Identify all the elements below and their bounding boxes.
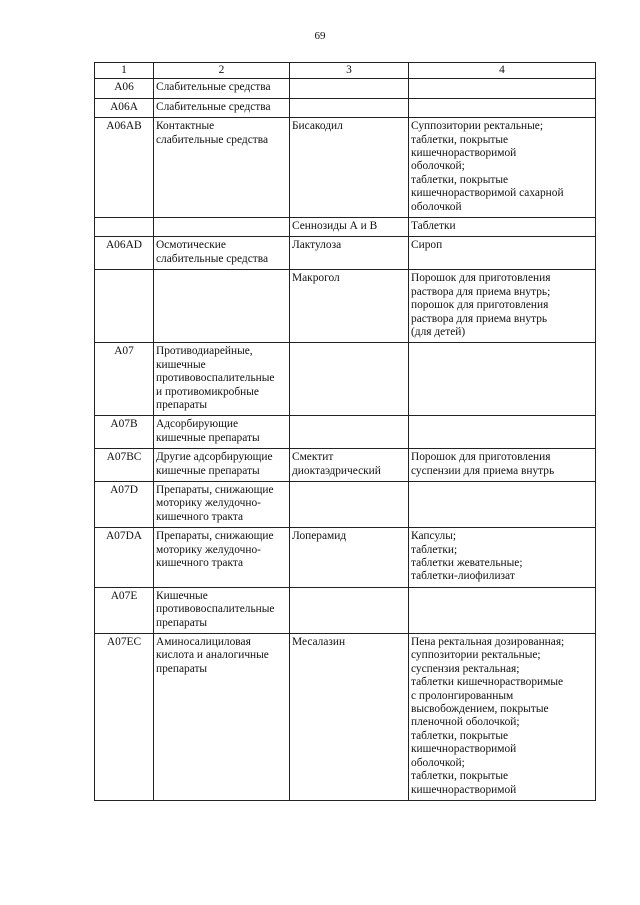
table-row — [95, 481, 596, 527]
table-row — [95, 449, 596, 482]
dosage-form-cell: Таблетки — [409, 218, 596, 237]
drug-name-cell — [290, 79, 409, 98]
table-row — [95, 634, 596, 801]
dosage-form-cell: Пена ректальная дозированная; суппозитории ректальные; суспензия ректальная; таблетки кишечнорастворимые с пролонгированным высвобождением, покрытые пленочной оболочкой; таблетки, покрытые кишечнорастворимой оболочкой; таблетки, покрытые кишечнорастворимой — [409, 634, 596, 801]
dosage-form-cell — [409, 587, 596, 633]
drug-name-cell: Лактулоза — [290, 237, 409, 270]
dosage-form-cell — [409, 343, 596, 416]
atc-code-cell: A06AB — [95, 118, 154, 218]
dosage-form-cell — [409, 79, 596, 98]
drug-name-cell: Лоперамид — [290, 528, 409, 588]
table-row — [95, 79, 596, 98]
drug-name-cell — [290, 416, 409, 449]
table-row — [95, 118, 596, 218]
table-row — [95, 343, 596, 416]
pharmacological-group-cell: Слабительные средства — [154, 79, 290, 98]
drug-name-cell: Смектит диоктаэдрический — [290, 449, 409, 482]
dosage-form-cell — [409, 98, 596, 117]
pharmacological-group-cell: Противодиарейные, кишечные противовоспалительные и противомикробные препараты — [154, 343, 290, 416]
table-row — [95, 218, 596, 237]
dosage-form-cell: Порошок для приготовления раствора для приема внутрь; порошок для приготовления раствора для приема внутрь (для детей) — [409, 270, 596, 343]
atc-code-cell: A06A — [95, 98, 154, 117]
pharmacological-group-cell: Другие адсорбирующие кишечные препараты — [154, 449, 290, 482]
table-row — [95, 270, 596, 343]
column-header-3: 3 — [290, 63, 409, 79]
table-row — [95, 587, 596, 633]
pharmacological-group-cell: Кишечные противовоспалительные препараты — [154, 587, 290, 633]
dosage-form-cell: Суппозитории ректальные; таблетки, покрытые кишечнорастворимой оболочкой; таблетки, покрытые кишечнорастворимой сахарной оболочкой — [409, 118, 596, 218]
table-row — [95, 416, 596, 449]
atc-code-cell: A07B — [95, 416, 154, 449]
drug-name-cell — [290, 587, 409, 633]
pharmacological-group-cell — [154, 218, 290, 237]
atc-code-cell — [95, 270, 154, 343]
atc-code-cell: A06 — [95, 79, 154, 98]
drug-name-cell: Бисакодил — [290, 118, 409, 218]
pharmacological-group-cell: Препараты, снижающие моторику желудочно- кишечного тракта — [154, 481, 290, 527]
dosage-form-cell — [409, 416, 596, 449]
drug-name-cell — [290, 343, 409, 416]
drug-name-cell: Месалазин — [290, 634, 409, 801]
dosage-form-cell: Сироп — [409, 237, 596, 270]
pharmacological-group-cell: Контактные слабительные средства — [154, 118, 290, 218]
column-header-2: 2 — [154, 63, 290, 79]
drug-name-cell — [290, 98, 409, 117]
atc-code-cell: A07EC — [95, 634, 154, 801]
pharmacological-group-cell: Слабительные средства — [154, 98, 290, 117]
drug-name-cell: Сеннозиды А и В — [290, 218, 409, 237]
column-header-1: 1 — [95, 63, 154, 79]
pharmacological-group-cell: Адсорбирующие кишечные препараты — [154, 416, 290, 449]
atc-code-cell: A07DA — [95, 528, 154, 588]
atc-code-cell: A07D — [95, 481, 154, 527]
dosage-form-cell: Капсулы; таблетки; таблетки жевательные; таблетки-лиофилизат — [409, 528, 596, 588]
dosage-form-cell — [409, 481, 596, 527]
drug-name-cell — [290, 481, 409, 527]
page-number: 69 — [314, 30, 326, 42]
table-row — [95, 237, 596, 270]
pharmacological-group-cell — [154, 270, 290, 343]
dosage-form-cell: Порошок для приготовления суспензии для приема внутрь — [409, 449, 596, 482]
table-row — [95, 98, 596, 117]
pharmacological-group-cell: Препараты, снижающие моторику желудочно- кишечного тракта — [154, 528, 290, 588]
drug-name-cell: Макрогол — [290, 270, 409, 343]
atc-code-cell: A06AD — [95, 237, 154, 270]
table-row — [95, 528, 596, 588]
pharmacological-group-cell: Осмотические слабительные средства — [154, 237, 290, 270]
atc-code-cell — [95, 218, 154, 237]
table-header-row — [95, 63, 596, 79]
atc-code-cell: A07BC — [95, 449, 154, 482]
drug-table — [94, 62, 596, 801]
column-header-4: 4 — [409, 63, 596, 79]
pharmacological-group-cell: Аминосалициловая кислота и аналогичные препараты — [154, 634, 290, 801]
atc-code-cell: A07 — [95, 343, 154, 416]
atc-code-cell: A07E — [95, 587, 154, 633]
